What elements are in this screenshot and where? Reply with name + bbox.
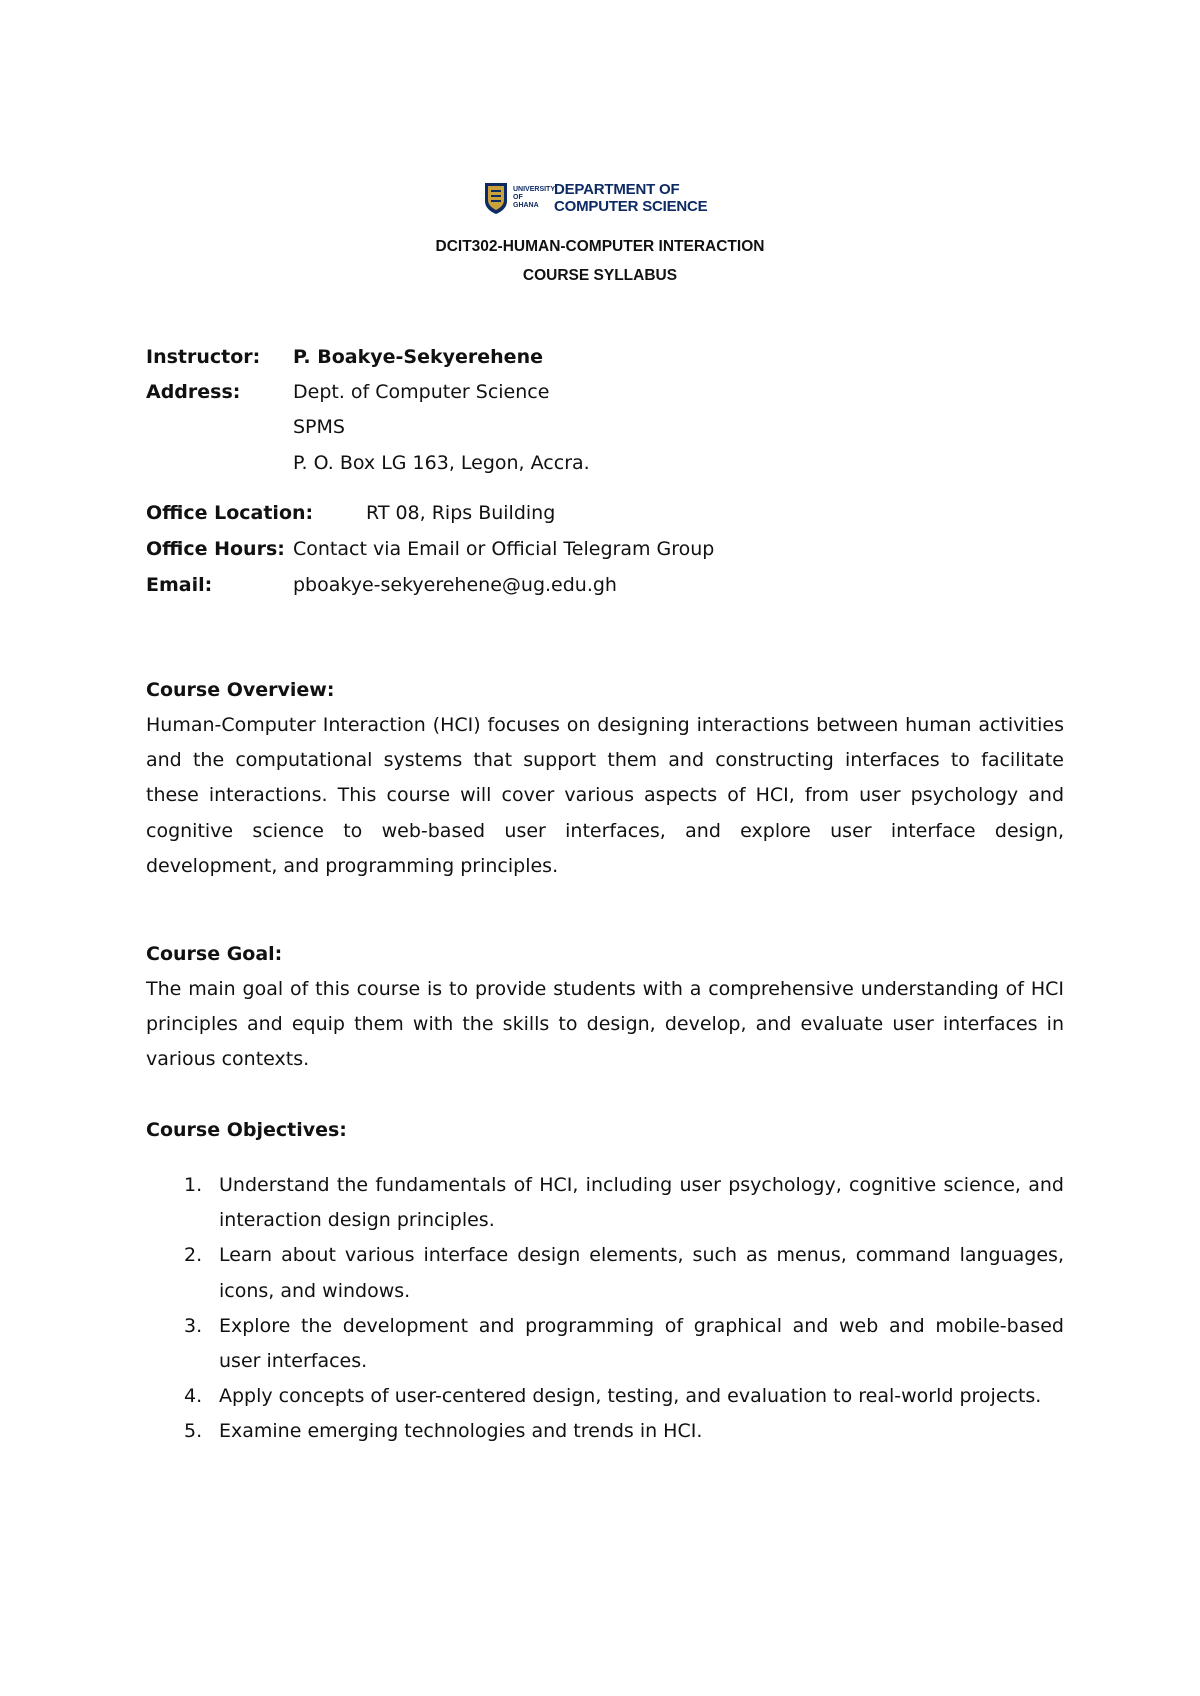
department-name-line1: DEPARTMENT OF	[554, 181, 680, 198]
office-location-label: Office Location:	[146, 502, 314, 524]
department-name-line2: COMPUTER SCIENCE	[554, 198, 708, 215]
list-item	[146, 1414, 1064, 1449]
address-line3: P. O. Box LG 163, Legon, Accra.	[293, 452, 590, 474]
list-item-text: Explore the development and programming of graphical and web and mobile-based user interfaces.	[219, 1314, 1064, 1373]
list-item-text: Examine emerging technologies and trends in HCI.	[219, 1420, 703, 1443]
list-item-text: Apply concepts of user-centered design, testing, and evaluation to real-world projects.	[219, 1385, 1042, 1408]
department-logo	[483, 180, 743, 216]
email-value: pboakye-sekyerehene@ug.edu.gh	[293, 574, 617, 596]
office-location-value: RT 08, Rips Building	[366, 502, 556, 524]
office-hours-value: Contact via Email or Official Telegram Group	[293, 538, 715, 560]
overview-heading: Course Overview:	[146, 679, 335, 701]
objectives-heading: Course Objectives:	[146, 1119, 347, 1141]
list-item-number: 4.	[184, 1385, 203, 1408]
list-item-number: 2.	[184, 1244, 203, 1267]
objectives-list	[146, 1168, 1064, 1450]
list-item-number: 1.	[184, 1174, 203, 1196]
office-hours-label: Office Hours:	[146, 538, 285, 560]
address-line2: SPMS	[293, 416, 345, 438]
instructor-label: Instructor:	[146, 346, 261, 368]
list-item	[146, 1238, 1064, 1308]
email-label: Email:	[146, 574, 213, 596]
list-item-text: Understand the fundamentals of HCI, including user psychology, cognitive science, and interaction design principles.	[219, 1174, 1064, 1232]
address-line1: Dept. of Computer Science	[293, 381, 550, 403]
address-label: Address:	[146, 381, 241, 403]
list-item-number: 3.	[184, 1314, 203, 1337]
list-item-text: Learn about various interface design elements, such as menus, command languages, icons, and windows.	[219, 1244, 1064, 1302]
goal-heading: Course Goal:	[146, 943, 283, 965]
goal-text: The main goal of this course is to provide students with a comprehensive understanding of HCI principles and equip them with the skills to design, develop, and evaluate user interfaces in various contexts.	[146, 978, 1064, 1071]
course-subtitle: COURSE SYLLABUS	[522, 267, 678, 284]
list-item	[146, 1379, 1064, 1414]
list-item-number: 5.	[184, 1420, 203, 1443]
course-title: DCIT302-HUMAN-COMPUTER INTERACTION	[435, 238, 765, 255]
list-item	[146, 1168, 1064, 1238]
instructor-value: P. Boakye-Sekyerehene	[293, 346, 543, 368]
overview-text: Human-Computer Interaction (HCI) focuses on designing interactions between human activities and the computational systems that support them and constructing interfaces to facilitate these interactions. This course will cover various aspects of HCI, from user psychology and cognitive science to web-based user interfaces, and explore user interface design, development, and programming principles.	[146, 714, 1064, 877]
university-name: UNIVERSITY OF GHANA	[513, 186, 555, 209]
list-item	[146, 1309, 1064, 1379]
university-crest-icon	[483, 181, 509, 215]
